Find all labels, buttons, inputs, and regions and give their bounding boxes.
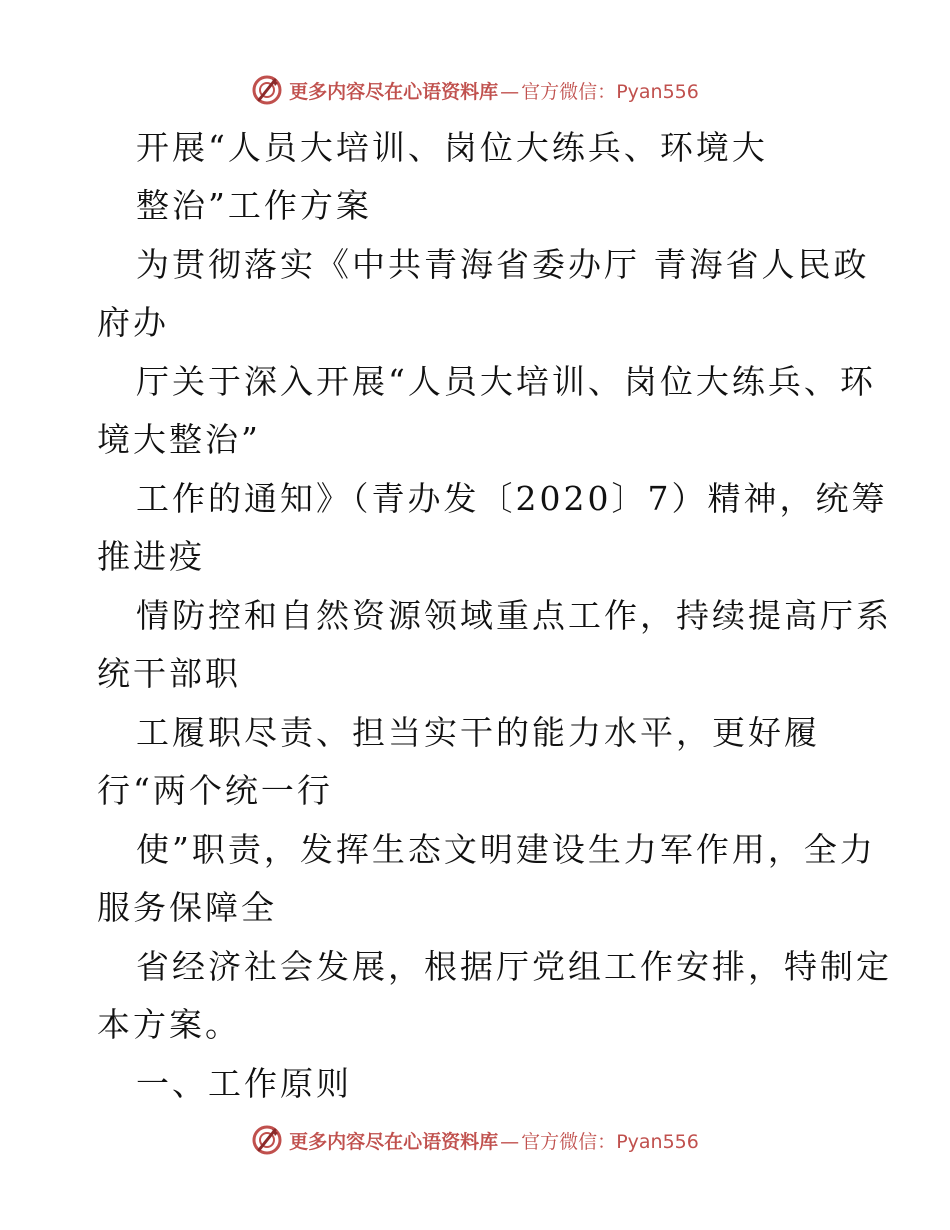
document-title-line-1: 开展“人员大培训、岗位大练兵、环境大 bbox=[136, 128, 768, 167]
paragraph-line: 统干部职 bbox=[97, 654, 241, 693]
document-title-line-2: 整治”工作方案 bbox=[136, 186, 372, 225]
watermark-dash: — bbox=[500, 1130, 520, 1153]
paragraph-line: 工作的通知》（青办发〔2020〕7）精神，统筹 bbox=[136, 479, 888, 518]
paragraph-line: 工履职尽责、担当实干的能力水平，更好履 bbox=[136, 713, 820, 752]
watermark-dash: — bbox=[500, 80, 520, 103]
watermark-id: Pyan556 bbox=[616, 80, 699, 103]
watermark-id: Pyan556 bbox=[616, 1130, 699, 1153]
paragraph-line: 使”职责，发挥生态文明建设生力军作用，全力 bbox=[136, 830, 876, 869]
watermark-label: 官方微信： bbox=[521, 80, 617, 103]
paragraph-line: 境大整治” bbox=[97, 420, 261, 459]
watermark-brand: 更多内容尽在心语资料库 bbox=[289, 80, 499, 103]
paragraph-line: 厅关于深入开展“人员大培训、岗位大练兵、环 bbox=[136, 362, 876, 401]
section-heading: 一、工作原则 bbox=[136, 1064, 352, 1103]
paragraph-line: 行“两个统一行 bbox=[97, 771, 333, 810]
paragraph-line: 服务保障全 bbox=[97, 888, 277, 927]
paragraph-line: 府办 bbox=[97, 303, 169, 342]
watermark-text bbox=[289, 1127, 699, 1154]
paragraph-line: 省经济社会发展，根据厅党组工作安排，特制定 bbox=[136, 947, 892, 986]
paragraph-line: 为贯彻落实《中共青海省委办厅 青海省人民政 bbox=[136, 245, 870, 284]
stamp-logo-icon bbox=[251, 1124, 283, 1156]
paragraph-line: 本方案。 bbox=[97, 1005, 241, 1044]
watermark-banner-bottom bbox=[0, 1120, 950, 1160]
watermark-brand: 更多内容尽在心语资料库 bbox=[289, 1130, 499, 1153]
paragraph-line: 推进疫 bbox=[97, 537, 205, 576]
watermark-label: 官方微信： bbox=[521, 1130, 617, 1153]
paragraph-line: 情防控和自然资源领域重点工作，持续提高厅系 bbox=[136, 596, 892, 635]
